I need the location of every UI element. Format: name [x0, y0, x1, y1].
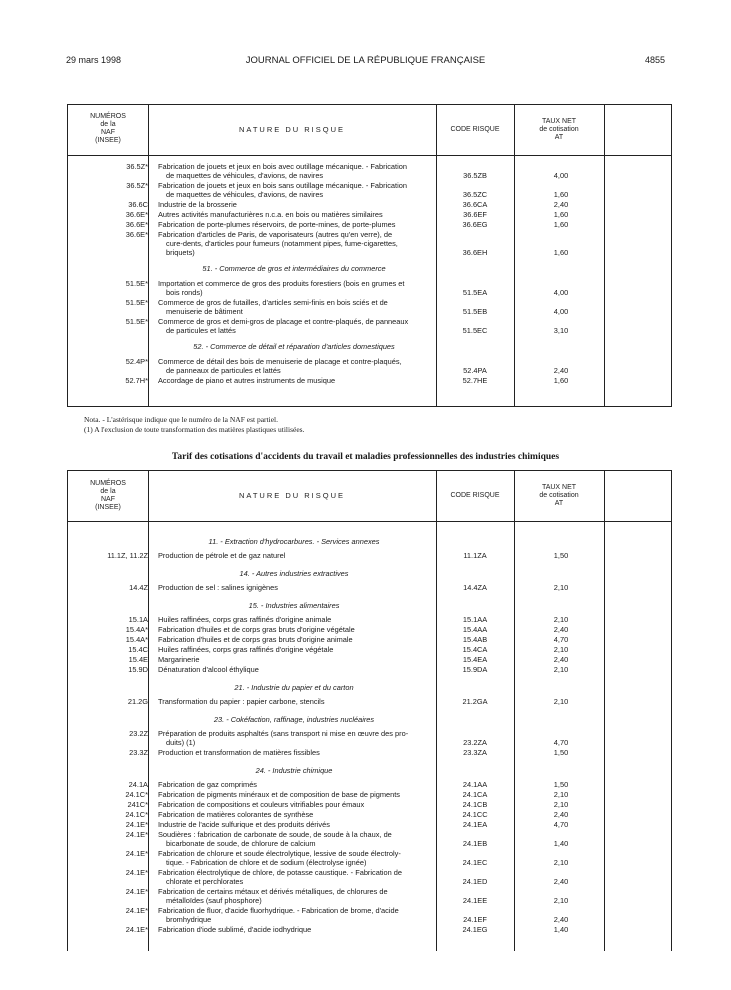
- risk-code: 24.1AA: [462, 780, 488, 789]
- risk-code: 24.1CC: [462, 810, 488, 819]
- net-rate: 1,50: [553, 551, 569, 560]
- net-rate: 1,40: [553, 839, 569, 848]
- naf-number: 36.6E*: [125, 210, 148, 219]
- net-rate: 2,10: [553, 615, 569, 624]
- risk-code: 15.4AB: [462, 635, 488, 644]
- risk-code: 36.6EG: [462, 220, 488, 229]
- net-rate: 1,60: [553, 220, 569, 229]
- risk-code: 36.6EF: [463, 210, 487, 219]
- risk-code: 36.5ZB: [463, 171, 487, 180]
- naf-number: 36.6C: [128, 200, 148, 209]
- net-rate: 2,40: [553, 200, 569, 209]
- naf-number: 24.1A: [128, 780, 148, 789]
- section-heading: 21. - Industrie du papier et du carton: [234, 683, 354, 692]
- risk-nature: Transformation du papier : papier carbone, stencils: [158, 697, 325, 706]
- naf-number: 15.9D: [128, 665, 148, 674]
- net-rate: 1,50: [553, 748, 569, 757]
- col-header-nature-2: NATURE DU RISQUE: [238, 491, 346, 500]
- naf-number: 24.1C*: [125, 810, 148, 819]
- risk-nature: Fabrication de matières colorantes de synthèse: [158, 810, 314, 819]
- net-rate: 2,40: [553, 366, 569, 375]
- net-rate: 2,10: [553, 896, 569, 905]
- risk-code: 36.6EH: [462, 248, 488, 257]
- risk-code: 24.1EG: [462, 925, 488, 934]
- naf-number: 36.5Z*: [126, 181, 148, 190]
- net-rate: 2,10: [553, 583, 569, 592]
- net-rate: 4,00: [553, 288, 569, 297]
- page-number: 4855: [644, 55, 665, 65]
- col-header-taux: TAUX NET de cotisation AT: [539, 118, 579, 141]
- net-rate: 2,10: [553, 697, 569, 706]
- risk-nature: Commerce de gros de futailles, d'articles semi-finis en bois sciés et de menuiserie de bâtiment: [158, 298, 388, 316]
- risk-nature: Préparation de produits asphaltés (sans transport ni mise en œuvre des pro- duits) (1): [158, 729, 409, 747]
- risk-code: 51.5EB: [462, 307, 488, 316]
- net-rate: 4,00: [553, 307, 569, 316]
- risk-code: 14.4ZA: [463, 583, 487, 592]
- risk-nature: Fabrication de porte-plumes réservoirs, de porte-mines, de porte-plumes: [158, 220, 396, 229]
- risk-nature: Fabrication d'huiles et de corps gras bruts d'origine animale: [158, 635, 353, 644]
- risk-code: 21.2GA: [462, 697, 488, 706]
- net-rate: 2,10: [553, 645, 569, 654]
- net-rate: 4,00: [553, 171, 569, 180]
- risk-code: 24.1CB: [462, 800, 488, 809]
- naf-number: 24.1E*: [125, 925, 148, 934]
- risk-nature: Fabrication d'articles de Paris, de vaporisateurs (autres qu'en verre), de cure-dents, d'articles pour fumeurs (notamment pipes, fume-cigarettes, briquets): [158, 230, 398, 257]
- risk-nature: Fabrication de compositions et couleurs vitrifiables pour émaux: [158, 800, 365, 809]
- risk-code: 51.5EC: [462, 326, 488, 335]
- col-header-naf: NUMÉROS de la NAF (INSEE): [90, 113, 126, 144]
- naf-number: 36.5Z*: [126, 162, 148, 171]
- net-rate: 2,40: [553, 655, 569, 664]
- col-header-code-2: CODE RISQUE: [450, 492, 500, 499]
- section-heading: 15. - Industries alimentaires: [248, 601, 340, 610]
- net-rate: 2,40: [553, 877, 569, 886]
- risk-nature: Autres activités manufacturières n.c.a. en bois ou matières similaires: [158, 210, 383, 219]
- note-asterisk: Nota. - L'astérisque indique que le numéro de la NAF est partiel.: [84, 415, 279, 424]
- risk-nature: Production et transformation de matières fissibles: [158, 748, 320, 757]
- note-1: (1) A l'exclusion de toute transformation des matières plastiques utilisées.: [84, 425, 305, 434]
- risk-code: 24.1ED: [462, 877, 488, 886]
- risk-nature: Margarinerie: [158, 655, 200, 664]
- risk-nature: Commerce de détail des bois de menuiserie de placage et contre-plaqués, de panneaux de particules et lattés: [158, 357, 402, 375]
- risk-nature: Fabrication de chlorure et soude électrolytique, lessive de soude électroly- tique. - Fabrication de chlore et de sodium (électrolyse ignée): [158, 849, 401, 867]
- risk-nature: Industrie de la brosserie: [158, 200, 237, 209]
- risk-code: 11.1ZA: [463, 551, 487, 560]
- naf-number: 24.1E*: [125, 868, 148, 877]
- net-rate: 2,10: [553, 858, 569, 867]
- risk-nature: Huiles raffinées, corps gras raffinés d'origine végétale: [158, 645, 334, 654]
- risk-nature: Fabrication de jouets et jeux en bois avec outillage mécanique. - Fabrication de maquettes de véhicules, d'avions, de navires: [158, 162, 407, 180]
- col-header-naf-2: NUMÉROS de la NAF (INSEE): [90, 480, 126, 511]
- risk-code: 23.2ZA: [463, 738, 487, 747]
- net-rate: 1,60: [553, 376, 569, 385]
- risk-code: 36.5ZC: [462, 190, 488, 199]
- naf-number: 241C*: [127, 800, 148, 809]
- risk-nature: Fabrication de gaz comprimés: [158, 780, 257, 789]
- risk-code: 52.4PA: [463, 366, 487, 375]
- risk-code: 15.4CA: [462, 645, 488, 654]
- risk-nature: Accordage de piano et autres instruments de musique: [158, 376, 336, 385]
- naf-number: 52.7H*: [125, 376, 148, 385]
- naf-number: 36.6E*: [125, 230, 148, 239]
- section-heading: 11. - Extraction d'hydrocarbures. - Services annexes: [208, 537, 380, 546]
- net-rate: 1,60: [553, 210, 569, 219]
- risk-code: 24.1EA: [462, 820, 488, 829]
- naf-number: 15.4E: [128, 655, 148, 664]
- notes: [84, 415, 304, 435]
- risk-nature: Commerce de gros et demi-gros de placage et contre-plaqués, de panneaux de particules et lattés: [158, 317, 409, 335]
- risk-code: 51.5EA: [462, 288, 488, 297]
- net-rate: 4,70: [553, 635, 569, 644]
- risk-code: 15.1AA: [462, 615, 488, 624]
- risk-nature: Fabrication de pigments minéraux et de composition de base de pigments: [158, 790, 400, 799]
- net-rate: 2,40: [553, 810, 569, 819]
- net-rate: 3,10: [553, 326, 569, 335]
- naf-number: 24.1C*: [125, 790, 148, 799]
- naf-number: 24.1E*: [125, 820, 148, 829]
- risk-nature: Fabrication de fluor, d'acide fluorhydrique. - Fabrication de brome, d'acide bromhydrique: [158, 906, 399, 924]
- risk-nature: Fabrication d'huiles et de corps gras bruts d'origine végétale: [158, 625, 355, 634]
- net-rate: 1,60: [553, 190, 569, 199]
- section-heading: 52. - Commerce de détail et réparation d'articles domestiques: [193, 342, 395, 351]
- risk-code: 24.1CA: [462, 790, 488, 799]
- net-rate: 1,60: [553, 248, 569, 257]
- risk-code: 52.7HE: [462, 376, 488, 385]
- net-rate: 1,50: [553, 780, 569, 789]
- naf-number: 15.4C: [128, 645, 148, 654]
- section-heading: 23. - Cokéfaction, raffinage, industries nucléaires: [213, 715, 375, 724]
- risk-code: 24.1EF: [463, 915, 487, 924]
- net-rate: 2,40: [553, 625, 569, 634]
- risk-nature: Industrie de l'acide sulfurique et des produits dérivés: [158, 820, 330, 829]
- section-heading: 14. - Autres industries extractives: [239, 569, 349, 578]
- naf-number: 36.6E*: [125, 220, 148, 229]
- risk-nature: Fabrication d'iode sublimé, d'acide iodhydrique: [158, 925, 312, 934]
- section-heading: 24. - Industrie chimique: [255, 766, 333, 775]
- col-header-taux-2: TAUX NET de cotisation AT: [539, 484, 579, 507]
- naf-number: 51.5E*: [125, 279, 148, 288]
- risk-nature: Dénaturation d'alcool éthylique: [158, 665, 259, 674]
- naf-number: 23.3Z: [129, 748, 148, 757]
- naf-number: 21.2G: [127, 697, 148, 706]
- col-header-nature: NATURE DU RISQUE: [238, 125, 346, 134]
- risk-nature: Soudières : fabrication de carbonate de soude, de soude à la chaux, de bicarbonate de soude, de chlorure de calcium: [158, 830, 392, 848]
- risk-code: 15.9DA: [462, 665, 488, 674]
- naf-number: 52.4P*: [125, 357, 148, 366]
- naf-number: 11.1Z, 11.2Z: [107, 551, 148, 560]
- net-rate: 4,70: [553, 820, 569, 829]
- naf-number: 24.1E*: [125, 906, 148, 915]
- risk-code: 24.1EE: [462, 896, 488, 905]
- risk-code: 15.4EA: [462, 655, 488, 664]
- risk-code: 23.3ZA: [463, 748, 487, 757]
- risk-code: 24.1EC: [462, 858, 488, 867]
- risk-code: 24.1EB: [462, 839, 488, 848]
- net-rate: 2,10: [553, 800, 569, 809]
- naf-number: 51.5E*: [125, 317, 148, 326]
- risk-nature: Fabrication de jouets et jeux en bois sans outillage mécanique. - Fabrication de maquettes de véhicules, d'avions, de navires: [158, 181, 407, 199]
- risk-nature: Fabrication de certains métaux et dérivés métalliques, de chlorures de métalloïdes (sauf phosphore): [158, 887, 388, 905]
- risk-code: 15.4AA: [462, 625, 488, 634]
- risk-code: 36.6CA: [462, 200, 488, 209]
- naf-number: 15.1A: [128, 615, 148, 624]
- naf-number: 23.2Z: [129, 729, 148, 738]
- risk-nature: Production de sel : salines ignigènes: [158, 583, 278, 592]
- risk-nature: Huiles raffinées, corps gras raffinés d'origine animale: [158, 615, 332, 624]
- net-rate: 2,10: [553, 665, 569, 674]
- naf-number: 14.4Z: [129, 583, 148, 592]
- net-rate: 2,40: [553, 915, 569, 924]
- table-2-title: Tarif des cotisations d'accidents du travail et maladies professionnelles des industries chimiques: [171, 452, 560, 462]
- risk-nature: Importation et commerce de gros des produits forestiers (bois en grumes et bois ronds): [158, 279, 405, 297]
- table-1: [67, 104, 672, 407]
- page-date: 29 mars 1998: [66, 55, 122, 65]
- naf-number: 24.1E*: [125, 849, 148, 858]
- section-heading: 51. - Commerce de gros et intermédiaires du commerce: [202, 264, 386, 273]
- table-2: [67, 470, 672, 951]
- journal-title: JOURNAL OFFICIEL DE LA RÉPUBLIQUE FRANÇAISE: [245, 55, 486, 66]
- risk-nature: Fabrication électrolytique de chlore, de potasse caustique. - Fabrication de chlorate et perchlorates: [158, 868, 403, 886]
- naf-number: 24.1E*: [125, 830, 148, 839]
- net-rate: 4,70: [553, 738, 569, 747]
- net-rate: 2,10: [553, 790, 569, 799]
- naf-number: 51.5E*: [125, 298, 148, 307]
- naf-number: 24.1E*: [125, 887, 148, 896]
- naf-number: 15.4A*: [125, 635, 148, 644]
- naf-number: 15.4A*: [125, 625, 148, 634]
- col-header-code: CODE RISQUE: [450, 126, 500, 133]
- net-rate: 1,40: [553, 925, 569, 934]
- risk-nature: Production de pétrole et de gaz naturel: [158, 551, 286, 560]
